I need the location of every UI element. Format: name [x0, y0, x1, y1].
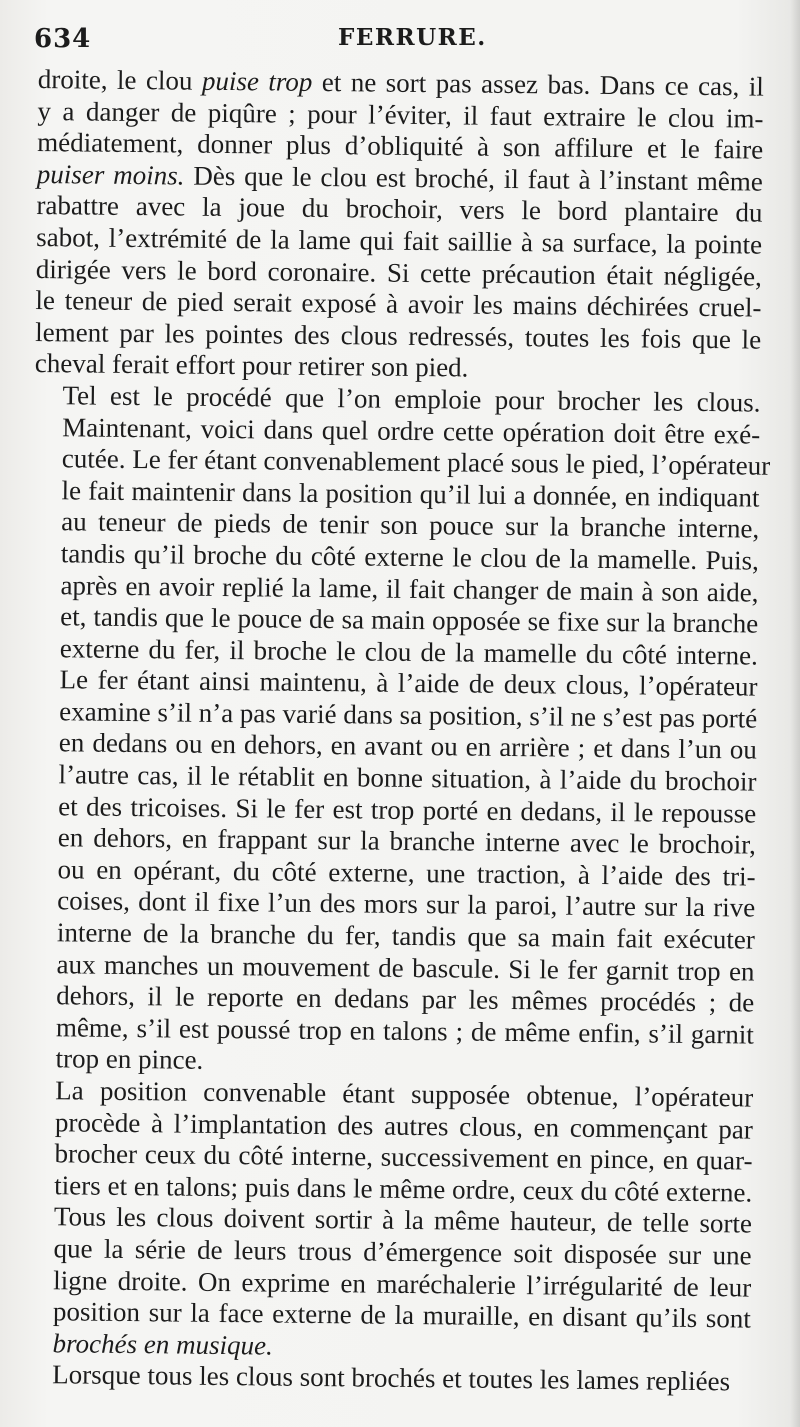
- italic-run: puiser moins.: [36, 158, 185, 191]
- running-head: FERRURE.: [338, 24, 487, 51]
- text-run: interne de la branche du fer, tandis que sa main fait exécuter: [56, 917, 756, 955]
- text-run: Dès que le clou est broché, il faut à l’instant même: [184, 160, 763, 197]
- text-run: y a danger de piqûre ; pour l’éviter, il faut extraire le clou im-: [37, 95, 764, 134]
- page-header: [0, 20, 800, 56]
- text-run: en dehors, en frappant sur la branche interne avec le brochoir,: [57, 822, 757, 860]
- text-run: ou en opérant, du côté externe, une traction, à l’aide des tri-: [57, 854, 756, 892]
- text-run: aux manches un mouvement de bascule. Si le fer garnit trop en: [56, 948, 755, 987]
- text-line: [24, 1359, 750, 1398]
- text-run: externe du fer, il broche le clou de la mamelle du côté interne.: [59, 632, 759, 671]
- text-run: La position convenable étant supposée obtenue, l’opérateur: [55, 1075, 754, 1113]
- text-run: Tous les clous doivent sortir à la même hauteur, de telle sorte: [53, 1201, 753, 1239]
- text-run: examine s’il n’a pas varié dans sa position, s’il ne s’est pas porté: [59, 696, 758, 734]
- text-run: médiatement, donner plus d’obliquité à son affilure et le faire: [37, 127, 764, 165]
- text-run: et ne sort pas assez bas. Dans ce cas, il: [312, 66, 764, 102]
- italic-run: puise trop: [201, 65, 313, 97]
- italic-run: brochés en musique.: [52, 1327, 273, 1361]
- text-run: rabattre avec la joue du brochoir, vers le bord plantaire du: [36, 190, 763, 228]
- text-run: procède à l’implantation des autres clous, en commençant par: [54, 1106, 754, 1145]
- page-edge-shadow: [790, 0, 800, 1427]
- paragraph: [24, 1075, 753, 1367]
- text-run: sabot, l’extrémité de la lame qui fait saillie à sa surface, la pointe: [36, 221, 763, 260]
- text-run: que la série de leurs trous d’émergence soit disposée sur une: [53, 1233, 752, 1271]
- text-run: cutée. Le fer étant convenablement placé sous le pied, l’opérateur: [61, 443, 771, 481]
- page-number: 634: [34, 24, 92, 54]
- text-run: même, s’il est poussé trop en talons ; de même enfin, s’il garnit: [55, 1012, 755, 1050]
- text-run: l’autre cas, il le rétablit en bonne situation, à l’aide du brochoir: [58, 759, 757, 797]
- text-run: tandis qu’il broche du côté externe le clou de la mamelle. Puis,: [60, 538, 759, 576]
- text-run: en dedans ou en dehors, en avant ou en arrière ; et dans l’un ou: [58, 727, 758, 766]
- text-run: dehors, il le reporte en dedans par les mêmes procédés ; de: [56, 980, 755, 1018]
- text-run: brocher ceux du côté interne, successivement en pince, en quar-: [54, 1138, 753, 1176]
- text-run: le teneur de pied serait exposé à avoir les mains déchirées cruel-: [35, 285, 762, 323]
- text-run: coises, dont il fixe l’un des mors sur la paroi, l’autre sur la rive: [57, 885, 756, 923]
- text-run: le fait maintenir dans la position qu’il lui a donnée, en indiquant: [61, 474, 760, 513]
- text-run: tiers et en talons; puis dans le même ordre, ceux du côté externe.: [54, 1170, 753, 1208]
- text-run: droite, le clou: [37, 64, 203, 96]
- text-run: lement par les pointes des clous redressés, toutes les fois que le: [35, 316, 762, 355]
- text-run: ligne droite. On exprime en maréchalerie l’irrégularité de leur: [53, 1264, 752, 1303]
- text-run: Maintenant, voici dans quel ordre cette opération doit être exé-: [62, 411, 761, 450]
- text-run: et, tandis que le pouce de sa main opposée se fixe sur la branche: [60, 601, 759, 639]
- paragraph: [35, 64, 764, 388]
- body-text: [24, 64, 771, 1398]
- text-run: au teneur de pieds de tenir son pouce sur la branche interne,: [61, 506, 760, 544]
- text-run: Lorsque tous les clous sont brochés et toutes les lames repliées: [52, 1359, 731, 1397]
- text-run: dirigée vers le bord coronaire. Si cette précaution était négligée,: [35, 253, 762, 292]
- text-run: et des tricoises. Si le fer est trop porté en dedans, il le repousse: [58, 790, 757, 829]
- paragraph: [27, 380, 771, 1083]
- text-run: après en avoir replié la lame, il fait changer de main à son aide,: [60, 569, 759, 608]
- text-run: trop en pince.: [55, 1043, 204, 1076]
- text-run: Tel est le procédé que l’on emploie pour brocher les clous.: [62, 380, 761, 418]
- text-run: Le fer étant ainsi maintenu, à l’aide de deux clous, l’opérateur: [59, 664, 758, 702]
- text-run: cheval ferait effort pour retirer son pied.: [34, 348, 469, 383]
- paragraph: [24, 1359, 750, 1398]
- text-run: position sur la face externe de la muraille, en disant qu’ils sont: [52, 1296, 752, 1334]
